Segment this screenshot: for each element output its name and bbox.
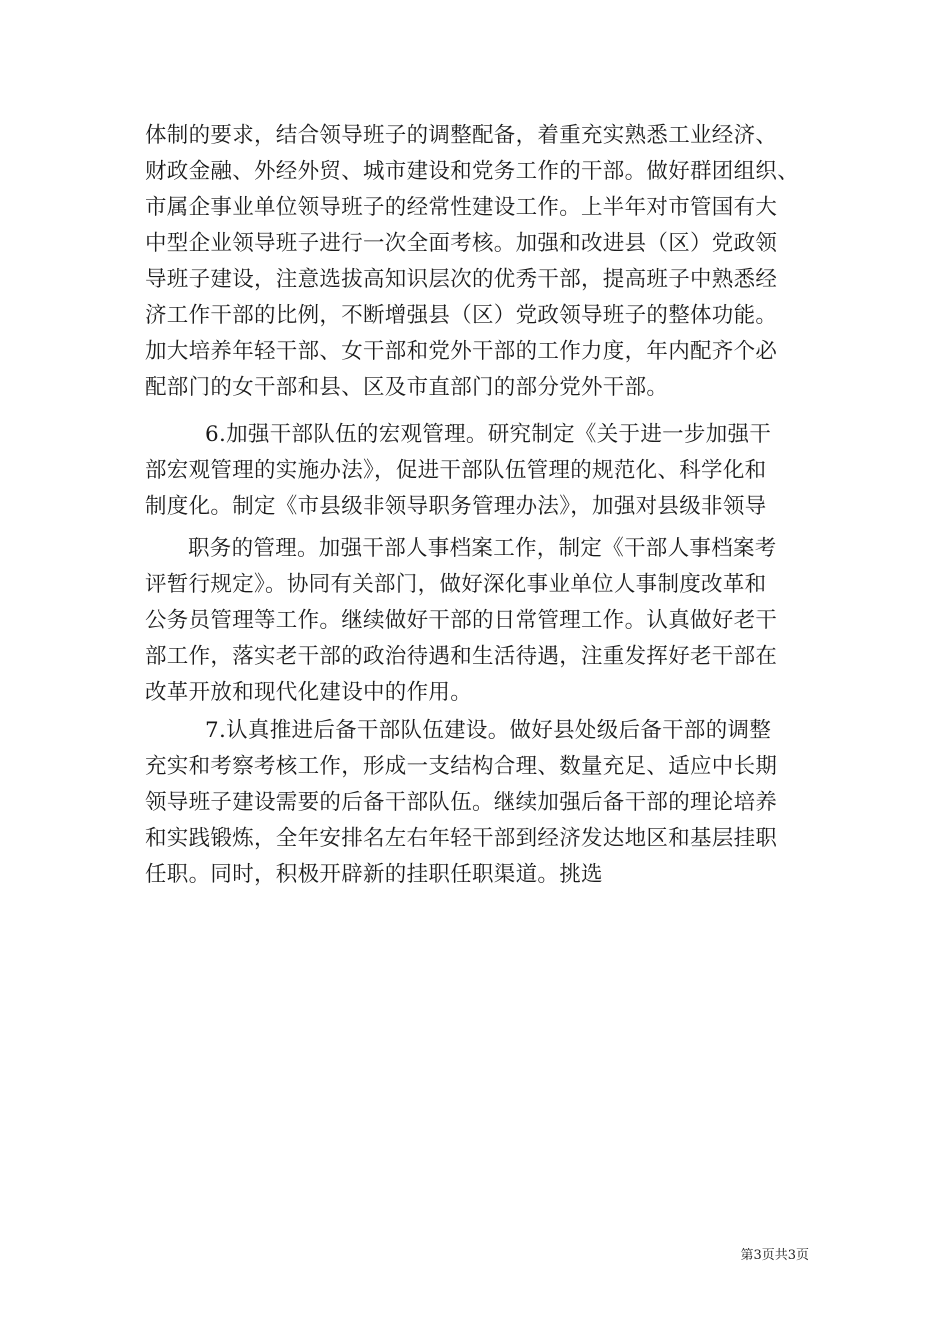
text-line: 公务员管理等工作。继续做好干部的日常管理工作。认真做好老干: [145, 608, 778, 633]
text-line: 部工作，落实老干部的政治待遇和生活待遇，注重发挥好老干部在: [145, 644, 778, 669]
text-line: 6.加强干部队伍的宏观管理。研究制定《关于进一步加强干: [205, 422, 772, 447]
page-number: 第3页共3页: [740, 1248, 809, 1263]
text-line: 职务的管理。加强干部人事档案工作，制定《干部人事档案考: [188, 536, 777, 561]
text-line: 部宏观管理的实施办法》，促进干部队伍管理的规范化、科学化和: [145, 458, 767, 483]
text-line: 7.认真推进后备干部队伍建设。做好县处级后备干部的调整: [205, 718, 772, 743]
text-line: 充实和考察考核工作，形成一支结构合理、数量充足、适应中长期: [145, 754, 778, 779]
text-line: 改革开放和现代化建设中的作用。: [145, 680, 473, 705]
text-line: 济工作干部的比例，不断增强县（区）党政领导班子的整体功能。: [145, 303, 778, 328]
text-line: 中型企业领导班子进行一次全面考核。加强和改进县（区）党政领: [145, 231, 778, 256]
text-line: 市属企事业单位领导班子的经常性建设工作。上半年对市管国有大: [145, 195, 778, 220]
text-line: 体制的要求，结合领导班子的调整配备，着重充实熟悉工业经济、: [145, 123, 778, 148]
text-line: 加大培养年轻干部、女干部和党外干部的工作力度，年内配齐个必: [145, 339, 778, 364]
text-line: 导班子建设，注意选拔高知识层次的优秀干部，提高班子中熟悉经: [145, 267, 778, 292]
text-line: 任职。同时，积极开辟新的挂职任职渠道。挑选: [145, 862, 603, 887]
text-line: 配部门的女干部和县、区及市直部门的部分党外干部。: [145, 375, 669, 400]
text-line: 评暂行规定》。协同有关部门，做好深化事业单位人事制度改革和: [145, 572, 767, 597]
text-line: 领导班子建设需要的后备干部队伍。继续加强后备干部的理论培养: [145, 790, 778, 815]
text-line: 制度化。制定《市县级非领导职务管理办法》，加强对县级非领导: [145, 494, 767, 519]
text-line: 财政金融、外经外贸、城市建设和党务工作的干部。做好群团组织、: [145, 159, 800, 184]
text-line: 和实践锻炼，全年安排名左右年轻干部到经济发达地区和基层挂职: [145, 826, 778, 851]
